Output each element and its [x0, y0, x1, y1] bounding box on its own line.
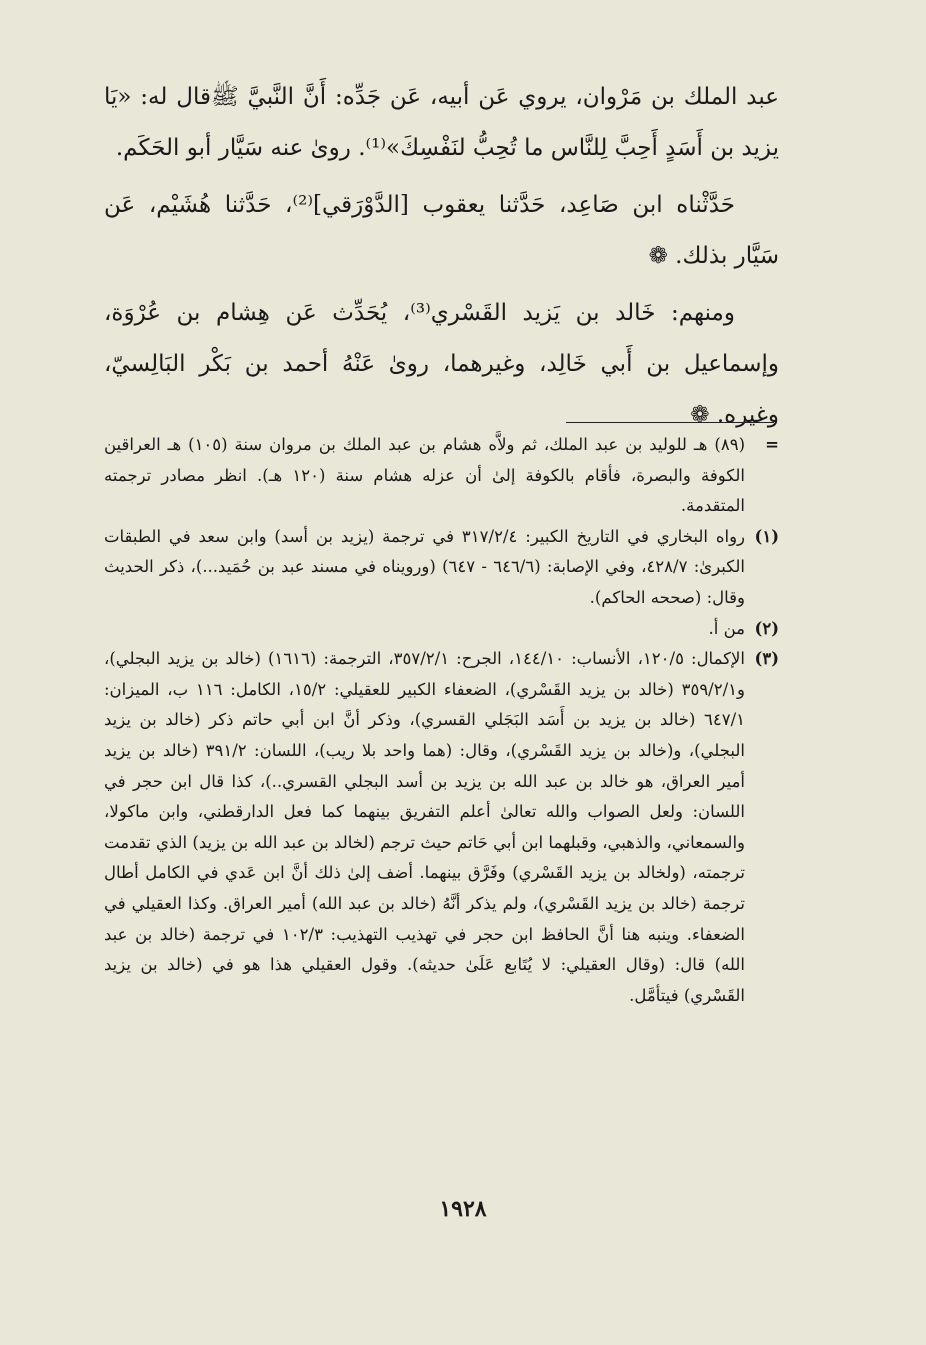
- main-paragraph: ومنهم: خَالد بن يَزيد القَسْري⁽³⁾، يُحَدِّث عَن هِشام بن عُرْوَة، وإسماعيل بن أَبي خَالِد، وغيرهما، روىٰ عَنْهُ أحمد بن بَكْر البَالِسيّ، وغيره. ❁: [104, 300, 779, 428]
- main-text-block: [104, 72, 779, 441]
- page-number: ١٩٢٨: [439, 1196, 487, 1222]
- footnote-marker: (٢): [754, 618, 779, 638]
- footnote-separator-rule: [566, 422, 774, 423]
- footnote-text: (٨٩) هـ للوليد بن عبد الملك، ثم ولاَّه هشام بن عبد الملك بن مروان سنة (١٠٥) هـ العراقين الكوفة والبصرة، فأقام بالكوفة إلىٰ أن عزله هشام سنة (١٢٠ هـ). انظر مصادر ترجمته المتقدمة.: [104, 435, 745, 516]
- footnote-item: [104, 430, 779, 522]
- footnote-item: [104, 522, 779, 614]
- main-paragraph: عبد الملك بن مَرْوان، يروي عَن أبيه، عَن جَدِّه: أَنَّ النَّبيَّ ﷺقال له: «يَا يزيد بن أَسَدٍ أَحِبَّ لِلنَّاس ما تُحِبُّ لنَفْسِكَ»⁽¹⁾. روىٰ عنه سَيَّار أبو الحَكَم.: [104, 84, 779, 161]
- footnotes-block: [104, 430, 779, 1011]
- footnote-text: من أ.: [708, 618, 745, 638]
- footnote-marker: (١): [754, 526, 779, 546]
- footnote-item: [104, 614, 779, 645]
- footnote-text: الإكمال: ١٢٠/٥، الأنساب: ١٤٤/١٠، الجرح: ٣٥٧/٢/١، الترجمة: (١٦١٦) (خالد بن يزيد البجلي)، و٣٥٩/٢/١ (خالد بن يزيد القَسْري)، الضعفاء الكبير للعقيلي: ١٥/٢، الكامل: ١١٦ ب، الميزان: ٦٤٧/١ (خالد بن يزيد بن أَسَد البَجَلي القسري)، وذكر أنَّ ابن أبي حاتم ذكر (خالد بن يزيد البجلي)، و(خالد بن يزيد القَسْري)، وقال: (هما واحد بلا ريب)، اللسان: ٣٩١/٢ (خالد بن يزيد أمير العراق، هو خالد بن عبد الله بن يزيد بن أسد البجلي القسري..)، كذا قال ابن حجر في اللسان: ولعل الصواب والله تعالىٰ أعلم التفريق بينهما كما فعل الدارقطني، وابن ماكولا، والسمعاني، والذهبي، وقبلهما ابن أبي حَاتم حيث ترجم (لخالد بن عبد الله بن يزيد) الذي تقدمت ترجمته، (ولخالد بن يزيد القَسْري) وفَرَّق بينهما. أضف إلىٰ ذلك أنَّ ابن عَدي في الكامل أطال ترجمة (خالد بن يزيد القَسْري)، ولم يذكر أنَّهُ (خالد بن عبد الله) أمير العراق. وكذا العقيلي في الضعفاء. وينبه هنا أنَّ الحافظ ابن حجر في تهذيب التهذيب: ١٠٢/٣ في ترجمة (خالد بن عبد الله) قال: (وقال العقيلي: لا يُتَابع عَلَىٰ حديثه). وقول العقيلي هذا هو في (خالد بن يزيد القَسْري) فيتأمَّل.: [104, 649, 746, 1005]
- main-paragraph: حَدَّثْناه ابن صَاعِد، حَدَّثنا يعقوب [الدَّوْرَقي]⁽²⁾، حَدَّثنا هُشَيْم، عَن سَيَّار بذلك. ❁: [104, 192, 779, 269]
- footnote-marker: =: [765, 435, 779, 454]
- footnote-marker: (٣): [754, 649, 779, 669]
- footnote-text: رواه البخاري في التاريخ الكبير: ٣١٧/٢/٤ في ترجمة (يزيد بن أسد) وابن سعد في الطبقات الكبرىٰ: ٤٢٨/٧، وفي الإصابة: (٦٤٦/٦ - ٦٤٧) (ورويناه في مسند عبد بن حُمَيد...)، ذكر الحديث وقال: (صححه الحاكم).: [104, 526, 746, 607]
- footnote-item: [104, 644, 779, 1011]
